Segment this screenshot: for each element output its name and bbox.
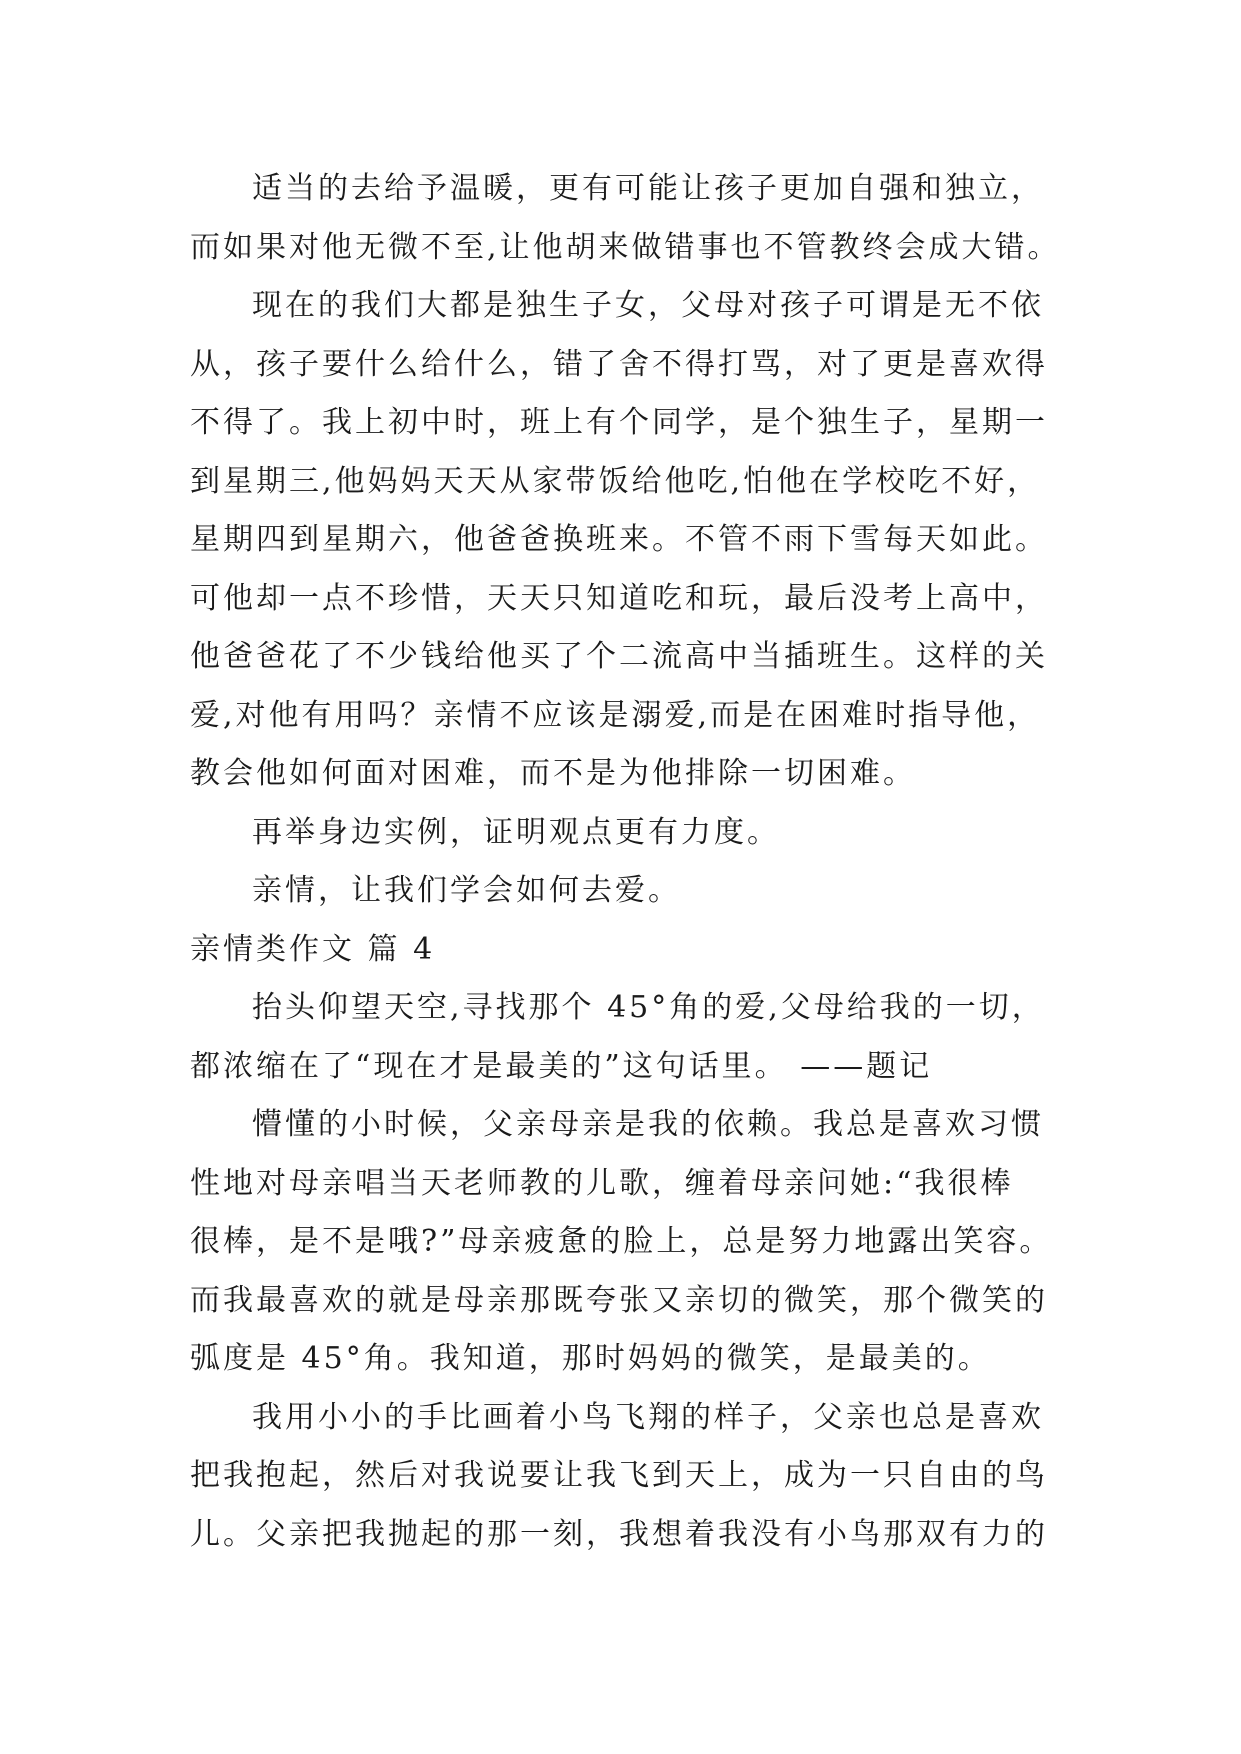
paragraph: 懵懂的小时候，父亲母亲是我的依赖。我总是喜欢习惯 性地对母亲唱当天老师教的儿歌，缠着母亲问她:“我很棒 很棒，是不是哦?”母亲疲惫的脸上，总是努力地露出笑容。 而我最喜欢的就是母亲那既夸张又亲切的微笑，那个微笑的 弧度是 45°角。我知道，那时妈妈的微笑，是最美的。 bbox=[190, 1107, 1053, 1376]
paragraph: 我用小小的手比画着小鸟飞翔的样子，父亲也总是喜欢 把我抱起，然后对我说要让我飞到天上，成为一只自由的鸟 儿。父亲把我抛起的那一刻，我想着我没有小鸟那双有力的 bbox=[190, 1399, 1048, 1552]
paragraph: 再举身边实例，证明观点更有力度。 bbox=[252, 814, 780, 850]
paragraph: 现在的我们大都是独生子女，父母对孩子可谓是无不依 从，孩子要什么给什么，错了舍不得打骂，对了更是喜欢得 不得了。我上初中时，班上有个同学，是个独生子，星期一 到星期三,他妈妈天天从家带饭给他吃,怕他在学校吃不好， 星期四到星期六，他爸爸换班来。不管不雨下雪每天如此。 可他却一点不珍惜，天天只知道吃和玩，最后没考上高中， 他爸爸花了不少钱给他买了个二流高中当插班生。这样的关 爱,对他有用吗？亲情不应该是溺爱,而是在困难时指导他， 教会他如何面对困难，而不是为他排除一切困难。 bbox=[190, 288, 1048, 791]
paragraph: 亲情，让我们学会如何去爱。 bbox=[252, 873, 681, 908]
paragraph: 适当的去给予温暖，更有可能让孩子更加自强和独立， 而如果对他无微不至,让他胡来做错事也不管教终会成大错。 bbox=[190, 171, 1061, 265]
paragraph: 抬头仰望天空,寻找那个 45°角的爱,父母给我的一切， 都浓缩在了“现在才是最美的”这句话里。 ——题记 bbox=[190, 990, 1045, 1084]
document-body bbox=[190, 160, 1090, 1564]
section-heading: 亲情类作文 篇 4 bbox=[190, 931, 436, 967]
